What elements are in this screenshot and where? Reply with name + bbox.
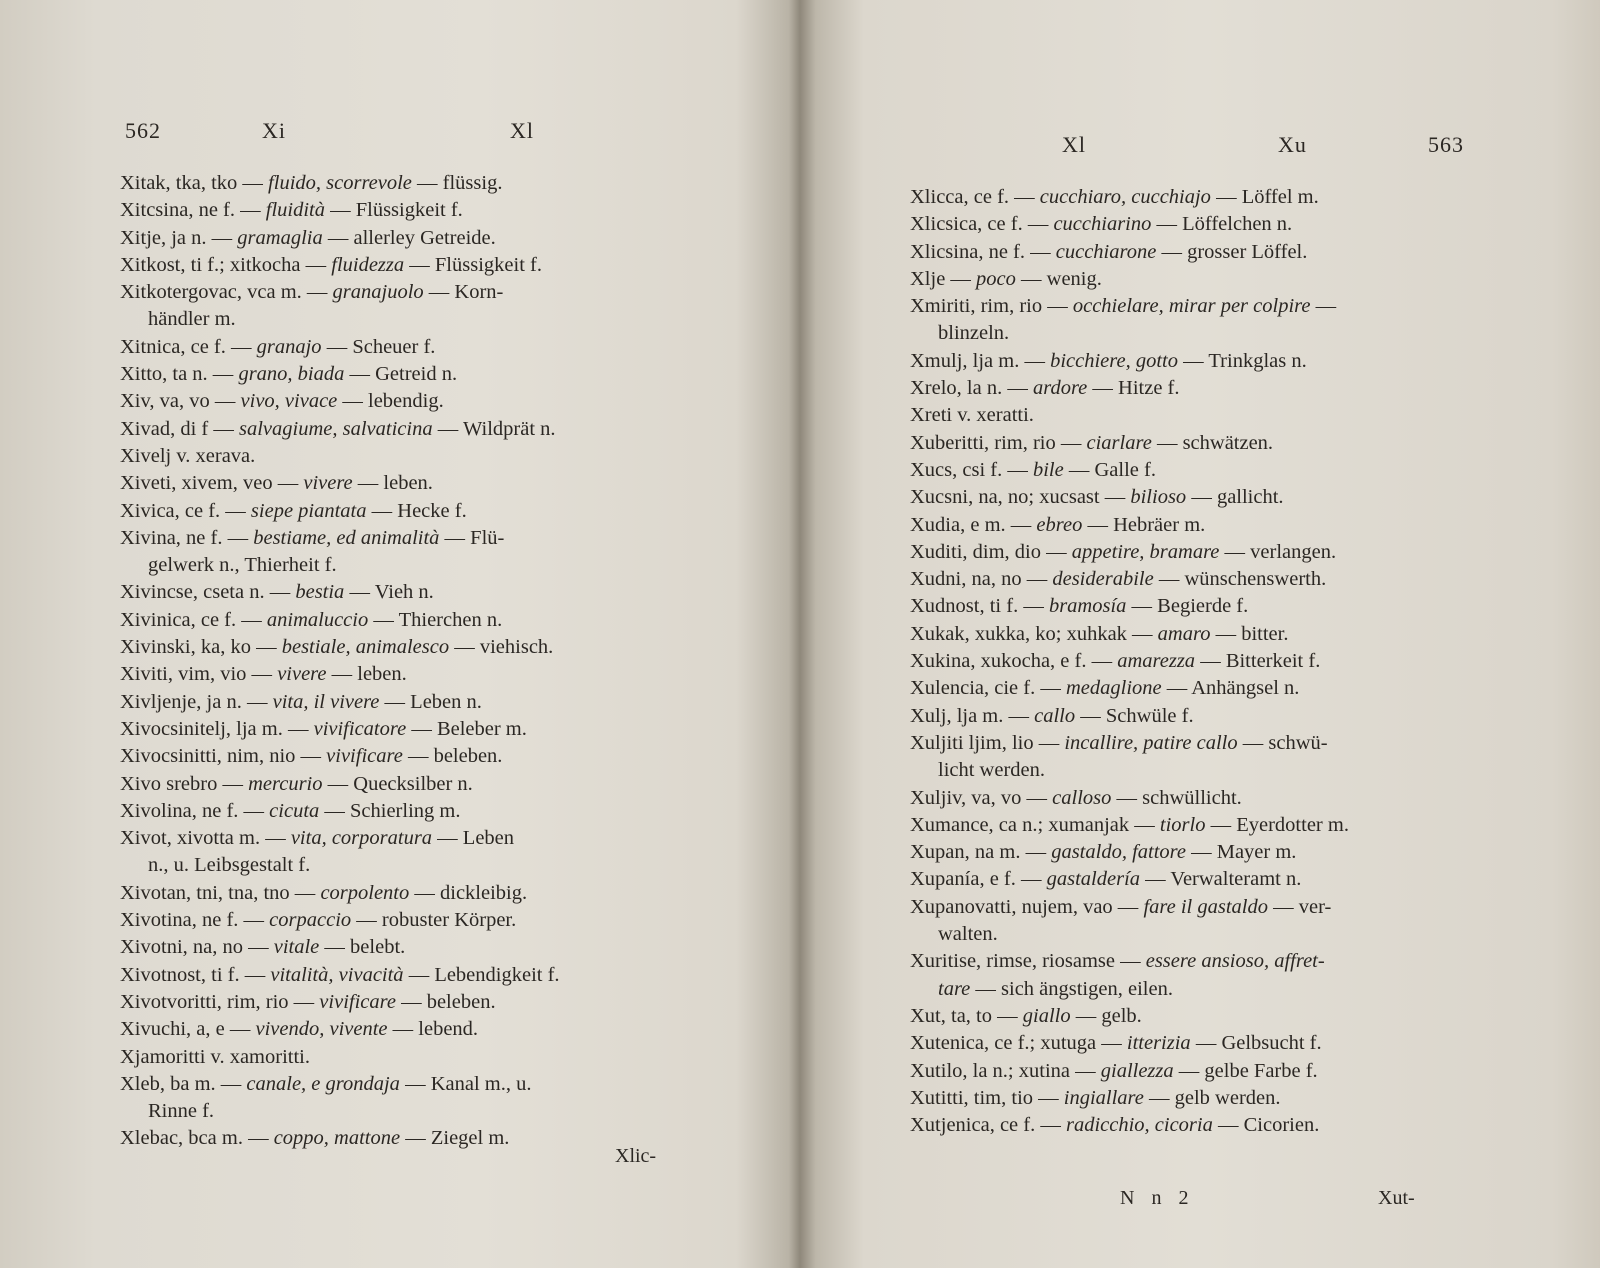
german-gloss: — leben. — [331, 663, 407, 686]
headword: Xivinski, ka, ko — — [120, 636, 277, 659]
italian-gloss: bile — [1032, 458, 1064, 481]
headword: Xlicsica, ce f. — — [910, 213, 1049, 236]
italian-gloss: incallire, patire callo — [1064, 731, 1238, 754]
german-gloss: — sich ängstigen, eilen. — [975, 977, 1173, 1000]
headword: Xlicca, ce f. — — [910, 186, 1035, 208]
dictionary-entry — [120, 689, 695, 716]
entry-continuation: n., u. Leibsgestalt f. — [148, 854, 311, 877]
italian-gloss: ebreo — [1036, 513, 1083, 536]
italian-gloss: poco — [976, 267, 1016, 290]
headword: Xlebac, bca m. — — [120, 1127, 269, 1150]
italian-gloss: tare — [938, 977, 971, 1000]
dictionary-entry — [120, 716, 695, 743]
italian-gloss: bestiame, ed animalità — [253, 526, 440, 549]
dictionary-entry — [120, 607, 695, 634]
headword: Xitto, ta n. — — [120, 363, 234, 386]
headword: Xitcsina, ne f. — — [120, 199, 261, 222]
italian-gloss: vivificare — [326, 745, 403, 768]
entry-continuation: blinzeln. — [938, 322, 1010, 345]
dictionary-entry — [910, 430, 1490, 457]
german-gloss: — Vieh n. — [349, 581, 434, 604]
italian-gloss: desiderabile — [1052, 568, 1154, 591]
dictionary-entry — [120, 252, 695, 279]
dictionary-entry — [910, 1058, 1490, 1085]
headword: Xut, ta, to — — [910, 1004, 1018, 1027]
dictionary-entry — [120, 743, 695, 770]
german-gloss: — bitter. — [1215, 622, 1289, 645]
entry-continuation: walten. — [938, 923, 998, 946]
dictionary-entry — [910, 539, 1490, 566]
headword: Xlicsina, ne f. — — [910, 240, 1051, 263]
headword: Xivincse, cseta n. — — [120, 581, 291, 604]
headword: Xivocsinitelj, lja m. — — [120, 717, 309, 740]
dictionary-entry — [120, 880, 695, 907]
german-gloss: — Begierde f. — [1131, 595, 1249, 618]
headword: Xivotina, ne f. — — [120, 909, 265, 932]
german-gloss: — schwüllicht. — [1116, 786, 1242, 809]
italian-gloss: gastaldo, fattore — [1051, 841, 1186, 864]
headword: Xivot, xivotta m. — — [120, 827, 286, 850]
italian-gloss: vita, il vivere — [272, 690, 380, 713]
entry-continuation: gelwerk n., Thierheit f. — [148, 554, 337, 577]
headword: Xitkost, ti f.; xitkocha — — [120, 253, 327, 276]
headword: Xutitti, tim, tio — — [910, 1086, 1059, 1109]
page-number: 563 — [1428, 132, 1464, 157]
headword: Xivolina, ne f. — — [120, 799, 265, 822]
italian-gloss: cucchiarone — [1055, 240, 1157, 263]
dictionary-entry — [910, 1030, 1490, 1057]
dictionary-entry — [910, 457, 1490, 484]
dictionary-entry — [120, 1044, 695, 1071]
dictionary-entry — [910, 1003, 1490, 1030]
headword: Xrelo, la n. — — [910, 377, 1028, 400]
german-gloss: — gelb werden. — [1149, 1086, 1281, 1109]
dictionary-entry — [910, 484, 1490, 511]
german-gloss: — Quecksilber n. — [327, 772, 473, 795]
headword: Xreti v. xeratti. — [910, 404, 1034, 427]
german-gloss: — verlangen. — [1224, 540, 1337, 563]
italian-gloss: ciarlare — [1086, 431, 1152, 454]
running-head-first: Xl — [1062, 132, 1086, 157]
german-gloss: — Flüssigkeit f. — [409, 253, 542, 276]
italian-gloss: animaluccio — [266, 608, 369, 631]
dictionary-entry — [120, 1016, 695, 1043]
headword: Xlje — — [910, 267, 971, 290]
german-gloss: — Thierchen n. — [373, 608, 503, 631]
dictionary-entry — [910, 866, 1490, 893]
german-gloss: — belebt. — [324, 936, 406, 959]
italian-gloss: occhielare, mirar per colpire — [1072, 295, 1311, 318]
headword: Xuljiti ljim, lio — — [910, 731, 1060, 754]
headword: Xitnica, ce f. — — [120, 335, 252, 358]
running-head-last: Xu — [1278, 132, 1307, 157]
dictionary-entry — [120, 388, 695, 415]
headword: Xivinica, ce f. — — [120, 608, 262, 631]
dictionary-entry — [910, 566, 1490, 593]
german-gloss: — Bitterkeit f. — [1200, 650, 1321, 673]
italian-gloss: giallezza — [1100, 1059, 1174, 1082]
german-gloss: — Leben — [437, 827, 515, 850]
dictionary-entry — [910, 593, 1490, 620]
dictionary-entry — [910, 894, 1490, 921]
german-gloss: — lebend. — [392, 1018, 479, 1041]
headword: Xuberitti, rim, rio — — [910, 431, 1082, 454]
headword: Xjamoritti v. xamoritti. — [120, 1045, 310, 1068]
headword: Xitje, ja n. — — [120, 226, 233, 249]
italian-gloss: fluidità — [265, 199, 325, 222]
entry-continuation: händler m. — [148, 308, 236, 331]
german-gloss: — Cicorien. — [1217, 1114, 1320, 1137]
german-gloss: — wenig. — [1021, 267, 1102, 290]
italian-gloss: bicchiere, gotto — [1050, 349, 1178, 372]
german-gloss: — Eyerdotter m. — [1210, 813, 1349, 836]
italian-gloss: fare il gastaldo — [1143, 895, 1268, 918]
dictionary-entry — [120, 798, 695, 825]
italian-gloss: fluidezza — [331, 253, 405, 276]
headword: Xudnost, ti f. — — [910, 595, 1044, 618]
german-gloss: — Löffel m. — [1216, 186, 1319, 208]
headword: Xukina, xukocha, e f. — — [910, 650, 1113, 673]
dictionary-entry — [120, 962, 695, 989]
german-gloss: — Gelbsucht f. — [1195, 1032, 1322, 1055]
italian-gloss: mercurio — [248, 772, 323, 795]
headword: Xulencia, cie f. — — [910, 677, 1061, 700]
dictionary-entry — [120, 934, 695, 961]
running-head-last: Xl — [510, 118, 534, 143]
headword: Xitkotergovac, vca m. — — [120, 281, 328, 304]
italian-gloss: granajuolo — [332, 281, 424, 304]
italian-gloss: cicuta — [269, 799, 320, 822]
headword: Xiveti, xivem, veo — — [120, 472, 299, 495]
german-gloss: — Scheuer f. — [326, 335, 436, 358]
dictionary-entry — [910, 402, 1490, 429]
dictionary-entry — [910, 1112, 1490, 1139]
signature-mark: N n 2 — [1120, 1187, 1195, 1209]
dictionary-entry — [910, 239, 1490, 266]
entry-continuation: Rinne f. — [148, 1100, 215, 1123]
german-gloss: — leben. — [357, 472, 433, 495]
dictionary-entry — [910, 621, 1490, 648]
running-head-first: Xi — [262, 118, 286, 143]
italian-gloss: corpolento — [320, 881, 410, 904]
italian-gloss: vivo, vivace — [240, 390, 338, 413]
german-gloss: — wünschenswerth. — [1158, 568, 1327, 591]
italian-gloss: ingiallare — [1063, 1086, 1144, 1109]
italian-gloss: vivendo, vivente — [255, 1018, 388, 1041]
german-gloss: — beleben. — [401, 990, 496, 1013]
italian-gloss: bestiale, animalesco — [281, 636, 450, 659]
dictionary-entry — [120, 279, 695, 306]
german-gloss: — Wildprät n. — [437, 417, 556, 440]
german-gloss: — Hecke f. — [371, 499, 467, 522]
german-gloss: — schwü- — [1242, 731, 1328, 754]
dictionary-entry — [910, 375, 1490, 402]
dictionary-entry — [910, 812, 1490, 839]
italian-gloss: vivere — [277, 663, 327, 686]
italian-gloss: giallo — [1022, 1004, 1071, 1027]
german-gloss: — flüssig. — [417, 172, 503, 194]
headword: Xupanía, e f. — — [910, 868, 1042, 891]
german-gloss: — Trinkglas n. — [1183, 349, 1307, 372]
headword: Xuljiv, va, vo — — [910, 786, 1048, 809]
headword: Xuditi, dim, dio — — [910, 540, 1067, 563]
italian-gloss: radicchio, cicoria — [1065, 1114, 1213, 1137]
dictionary-entry — [910, 730, 1490, 757]
italian-gloss: bestia — [295, 581, 345, 604]
italian-gloss: bilioso — [1130, 486, 1187, 509]
headword: Xmiriti, rim, rio — — [910, 295, 1068, 318]
german-gloss: — Verwalteramt n. — [1145, 868, 1302, 891]
headword: Xivo srebro — — [120, 772, 243, 795]
headword: Xukak, xukka, ko; xuhkak — — [910, 622, 1153, 645]
german-gloss: — lebendig. — [342, 390, 444, 413]
german-gloss: — Flüssigkeit f. — [330, 199, 463, 222]
dictionary-entry — [120, 416, 695, 443]
italian-gloss: amarezza — [1117, 650, 1196, 673]
italian-gloss: calloso — [1052, 786, 1112, 809]
german-gloss: — Ziegel m. — [405, 1127, 510, 1150]
dictionary-entry — [120, 334, 695, 361]
german-gloss: — viehisch. — [454, 636, 554, 659]
german-gloss: — Hebräer m. — [1087, 513, 1206, 536]
headword: Xucs, csi f. — — [910, 458, 1028, 481]
german-gloss: — dickleibig. — [414, 881, 528, 904]
headword: Xupan, na m. — — [910, 841, 1047, 864]
italian-gloss: callo — [1034, 704, 1076, 727]
italian-gloss: medaglione — [1065, 677, 1162, 700]
german-gloss: — ver- — [1273, 895, 1332, 918]
german-gloss: — grosser Löffel. — [1161, 240, 1308, 263]
italian-gloss: salvagiume, salvaticina — [239, 417, 433, 440]
dictionary-entry — [910, 839, 1490, 866]
german-gloss: — robuster Körper. — [356, 909, 517, 932]
italian-gloss: cucchiarino — [1053, 213, 1152, 236]
headword: Xivotan, tni, tna, tno — — [120, 881, 316, 904]
page-number: 562 — [125, 118, 161, 143]
german-gloss: — Löffelchen n. — [1156, 213, 1293, 236]
headword: Xivina, ne f. — — [120, 526, 249, 549]
italian-gloss: vita, corporatura — [290, 827, 433, 850]
italian-gloss: bramosía — [1048, 595, 1127, 618]
dictionary-entry — [910, 1085, 1490, 1112]
italian-gloss: siepe piantata — [250, 499, 367, 522]
italian-gloss: itterizia — [1126, 1032, 1191, 1055]
entry-continuation: licht werden. — [938, 759, 1046, 782]
headword: Xudia, e m. — — [910, 513, 1032, 536]
headword: Xivelj v. xerava. — [120, 444, 256, 467]
entry-list — [910, 184, 1490, 1139]
dictionary-entry — [910, 785, 1490, 812]
headword: Xivljenje, ja n. — — [120, 690, 268, 713]
dictionary-entry — [120, 498, 695, 525]
german-gloss: — Lebendigkeit f. — [408, 963, 560, 986]
italian-gloss: essere ansioso, affret- — [1145, 950, 1325, 973]
italian-gloss: gramaglia — [237, 226, 323, 249]
italian-gloss: granajo — [256, 335, 322, 358]
german-gloss: — allerley Getreide. — [327, 226, 496, 249]
dictionary-entry — [120, 443, 695, 470]
dictionary-entry — [120, 1071, 695, 1098]
headword: Xuritise, rimse, riosamse — — [910, 950, 1141, 973]
german-gloss: — Getreid n. — [349, 363, 458, 386]
headword: Xivocsinitti, nim, nio — — [120, 745, 322, 768]
german-gloss: — — [1315, 295, 1337, 318]
dictionary-entry — [910, 703, 1490, 730]
dictionary-entry — [120, 579, 695, 606]
headword: Xiv, va, vo — — [120, 390, 236, 413]
catchword: Xut- — [1378, 1187, 1415, 1209]
german-gloss: — Korn- — [428, 281, 504, 304]
dictionary-entry — [120, 907, 695, 934]
dictionary-entry — [910, 675, 1490, 702]
headword: Xudni, na, no — — [910, 568, 1048, 591]
dictionary-entry — [120, 225, 695, 252]
dictionary-entry — [910, 948, 1490, 975]
headword: Xumance, ca n.; xumanjak — — [910, 813, 1155, 836]
headword: Xivotni, na, no — — [120, 936, 269, 959]
italian-gloss: vivificatore — [313, 717, 407, 740]
headword: Xucsni, na, no; xucsast — — [910, 486, 1126, 509]
italian-gloss: vivere — [303, 472, 353, 495]
german-gloss: — Hitze f. — [1092, 377, 1180, 400]
italian-gloss: gastaldería — [1046, 868, 1141, 891]
dictionary-entry — [120, 989, 695, 1016]
headword: Xivotnost, ti f. — — [120, 963, 266, 986]
headword: Xivuchi, a, e — — [120, 1018, 251, 1041]
dictionary-entry — [120, 361, 695, 388]
dictionary-entry — [120, 771, 695, 798]
german-gloss: — gallicht. — [1191, 486, 1284, 509]
headword: Xutjenica, ce f. — — [910, 1114, 1061, 1137]
headword: Xivotvoritti, rim, rio — — [120, 990, 315, 1013]
italian-gloss: amaro — [1157, 622, 1211, 645]
headword: Xivad, di f — — [120, 417, 234, 440]
dictionary-entry — [120, 661, 695, 688]
german-gloss: — schwätzen. — [1156, 431, 1274, 454]
german-gloss: — Schierling m. — [324, 799, 461, 822]
headword: Xulj, lja m. — — [910, 704, 1030, 727]
italian-gloss: ardore — [1032, 377, 1088, 400]
headword: Xitak, tka, tko — — [120, 172, 263, 194]
dictionary-entry — [910, 211, 1490, 238]
german-gloss: — Kanal m., u. — [405, 1072, 532, 1095]
italian-gloss: coppo, mattone — [273, 1127, 401, 1150]
italian-gloss: canale, e grondaja — [246, 1072, 400, 1095]
german-gloss: — Galle f. — [1068, 458, 1156, 481]
dictionary-entry — [120, 825, 695, 852]
headword: Xmulj, lja m. — — [910, 349, 1045, 372]
italian-gloss: vitalità, vivacità — [270, 963, 404, 986]
german-gloss: — gelb. — [1075, 1004, 1142, 1027]
headword: Xutenica, ce f.; xutuga — — [910, 1032, 1122, 1055]
dictionary-entry — [120, 197, 695, 224]
dictionary-entry — [910, 293, 1490, 320]
german-gloss: — Anhängsel n. — [1166, 677, 1300, 700]
headword: Xleb, ba m. — — [120, 1072, 242, 1095]
dictionary-entry — [120, 634, 695, 661]
dictionary-entry — [910, 348, 1490, 375]
dictionary-entry — [910, 512, 1490, 539]
headword: Xutilo, la n.; xutina — — [910, 1059, 1096, 1082]
dictionary-entry — [910, 184, 1490, 211]
dictionary-entry — [910, 266, 1490, 293]
entry-continuation — [910, 976, 1490, 1003]
italian-gloss: vitale — [273, 936, 320, 959]
entry-list — [120, 170, 695, 1153]
right-page — [800, 0, 1600, 1268]
dictionary-entry — [120, 525, 695, 552]
headword: Xupanovatti, nujem, vao — — [910, 895, 1139, 918]
dictionary-entry — [120, 170, 695, 197]
german-gloss: — Leben n. — [384, 690, 482, 713]
german-gloss: — gelbe Farbe f. — [1178, 1059, 1318, 1082]
dictionary-entry — [120, 1125, 695, 1152]
italian-gloss: fluido, scorrevole — [268, 172, 412, 194]
dictionary-entry — [910, 648, 1490, 675]
german-gloss: — Schwüle f. — [1080, 704, 1194, 727]
italian-gloss: corpaccio — [269, 909, 352, 932]
italian-gloss: cucchiaro, cucchiajo — [1039, 186, 1211, 208]
italian-gloss: tiorlo — [1159, 813, 1206, 836]
headword: Xiviti, vim, vio — — [120, 663, 273, 686]
german-gloss: — beleben. — [407, 745, 503, 768]
headword: Xivica, ce f. — — [120, 499, 246, 522]
catchword: Xlic- — [615, 1145, 657, 1167]
italian-gloss: grano, biada — [238, 363, 345, 386]
dictionary-entry — [120, 470, 695, 497]
german-gloss: — Mayer m. — [1191, 841, 1297, 864]
german-gloss: — Beleber m. — [411, 717, 527, 740]
italian-gloss: vivificare — [319, 990, 396, 1013]
german-gloss: — Flü- — [444, 526, 505, 549]
italian-gloss: appetire, bramare — [1071, 540, 1220, 563]
